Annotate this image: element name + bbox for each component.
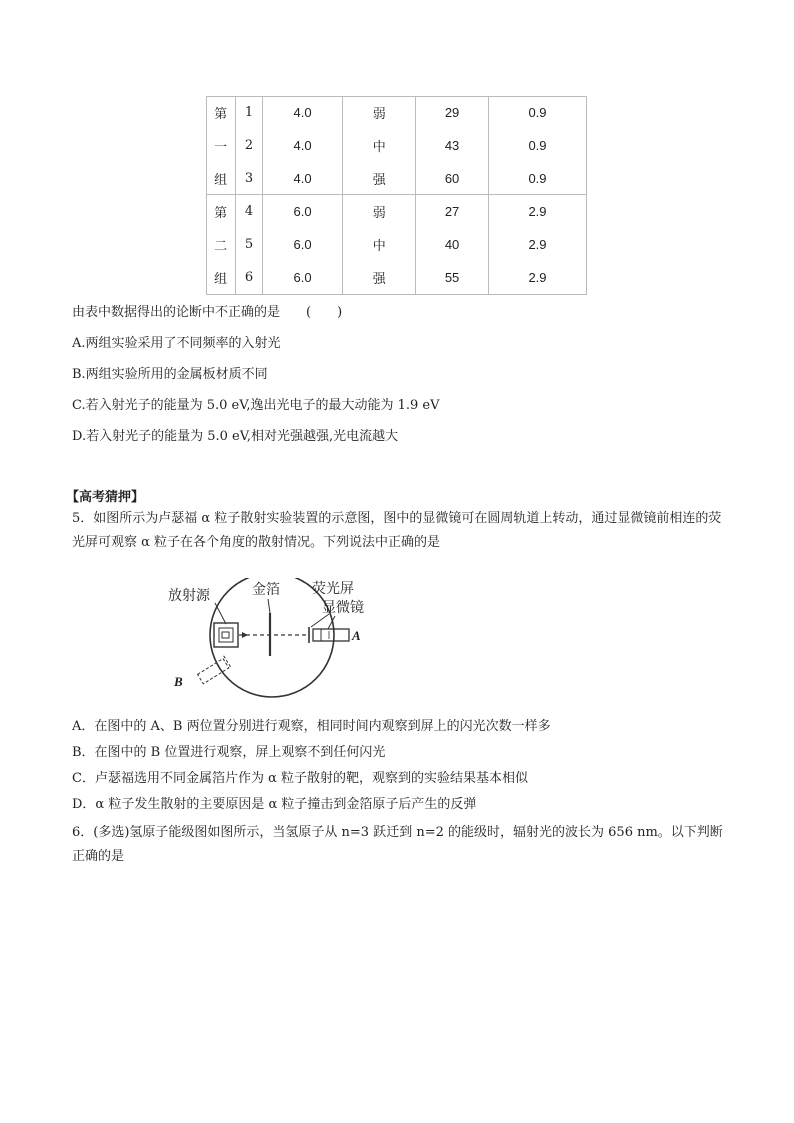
table-row — [206, 162, 586, 195]
foil-label: 金箔 — [252, 583, 280, 598]
cell-value: 60 — [416, 162, 489, 195]
row-number: 3 — [236, 162, 262, 195]
microscope-a — [313, 629, 349, 641]
row-number: 6 — [236, 261, 262, 294]
table-row — [206, 96, 586, 129]
table-row — [206, 129, 586, 162]
cell-value: 2.9 — [528, 270, 547, 286]
q5-option-b: B．在图中的 B 位置进行观察，屏上观察不到任何闪光 — [72, 745, 386, 760]
q4-option-c: C.若入射光子的能量为 5.0 eV,逸出光电子的最大动能为 1.9 eV — [72, 398, 440, 413]
cell-light: 强 — [343, 261, 416, 294]
section-heading: 【高考猜押】 — [66, 490, 145, 505]
cell-value: 29 — [416, 96, 489, 129]
cell-light: 中 — [343, 228, 416, 261]
position-a-label: A — [352, 628, 361, 643]
row-number: 1 — [236, 96, 262, 129]
q5-stem: 5．如图所示为卢瑟福 α 粒子散射实验装置的示意图，图中的显微镜可在圆周轨道上转动，通过显微镜前相连的荧光屏可观察 α 粒子在各个角度的散射情况。下列说法中正确的是 — [72, 511, 722, 550]
cell-value: 0.9 — [528, 104, 547, 120]
beam-arrow-icon — [242, 632, 248, 638]
cell-value: 6.0 — [262, 228, 343, 261]
cell-value: 4.0 — [262, 162, 343, 195]
cell-value: 0.9 — [528, 137, 547, 153]
rutherford-apparatus-figure — [160, 578, 400, 700]
cell-light: 弱 — [343, 96, 416, 129]
cell-value: 6.0 — [262, 261, 343, 294]
cell-value: 6.0 — [262, 195, 343, 228]
microscope-label: 显微镜 — [322, 601, 364, 616]
group-label-char: 第 — [206, 96, 236, 129]
group-label-char: 二 — [206, 228, 236, 261]
cell-light: 弱 — [343, 195, 416, 228]
q5-option-d: D．α 粒子发生散射的主要原因是 α 粒子撞击到金箔原子后产生的反弹 — [72, 797, 477, 812]
table-row — [206, 261, 586, 294]
source-leader-line — [215, 603, 226, 624]
q6-stem: 6．(多选)氢原子能级图如图所示，当氢原子从 n=3 跃迁到 n=2 的能级时，辐射光的波长为 656 nm。以下判断正确的是 — [72, 825, 723, 864]
cell-value: 4.0 — [262, 129, 343, 162]
cell-value: 55 — [416, 261, 489, 294]
q5-option-c: C．卢瑟福选用不同金属箔片作为 α 粒子散射的靶，观察到的实验结果基本相似 — [72, 771, 528, 786]
cell-light: 中 — [343, 129, 416, 162]
cell-value: 40 — [416, 228, 489, 261]
row-number: 5 — [236, 228, 262, 261]
q5-option-a: A．在图中的 A、B 两位置分别进行观察，相同时间内观察到屏上的闪光次数一样多 — [72, 719, 551, 734]
table-row — [206, 195, 586, 228]
group-label-char: 组 — [206, 261, 236, 294]
group-label-char: 一 — [206, 129, 236, 162]
position-b-label: B — [174, 674, 183, 689]
cell-value: 2.9 — [528, 237, 547, 253]
cell-value: 27 — [416, 195, 489, 228]
group-label-char: 第 — [206, 195, 236, 228]
q4-option-a: A.两组实验采用了不同频率的入射光 — [72, 336, 281, 351]
radiation-source — [214, 623, 238, 647]
row-number: 2 — [236, 129, 262, 162]
table-row — [206, 228, 586, 261]
source-label: 放射源 — [168, 589, 210, 604]
cell-light: 强 — [343, 162, 416, 195]
cell-value: 4.0 — [262, 96, 343, 129]
microscope-b — [196, 656, 231, 686]
cell-value: 43 — [416, 129, 489, 162]
q4-option-b: B.两组实验所用的金属板材质不同 — [72, 367, 268, 382]
cell-value: 2.9 — [488, 195, 586, 228]
q4-stem: 由表中数据得出的论断中不正确的是 ( ) — [72, 305, 343, 320]
cell-value: 0.9 — [528, 170, 547, 186]
row-number: 4 — [236, 195, 262, 228]
experiment-data-table — [206, 96, 586, 294]
screen-label: 荧光屏 — [312, 582, 354, 597]
group-label-char: 组 — [206, 162, 236, 195]
q4-option-d: D.若入射光子的能量为 5.0 eV,相对光强越强,光电流越大 — [72, 429, 399, 444]
foil-leader-line — [268, 599, 270, 613]
